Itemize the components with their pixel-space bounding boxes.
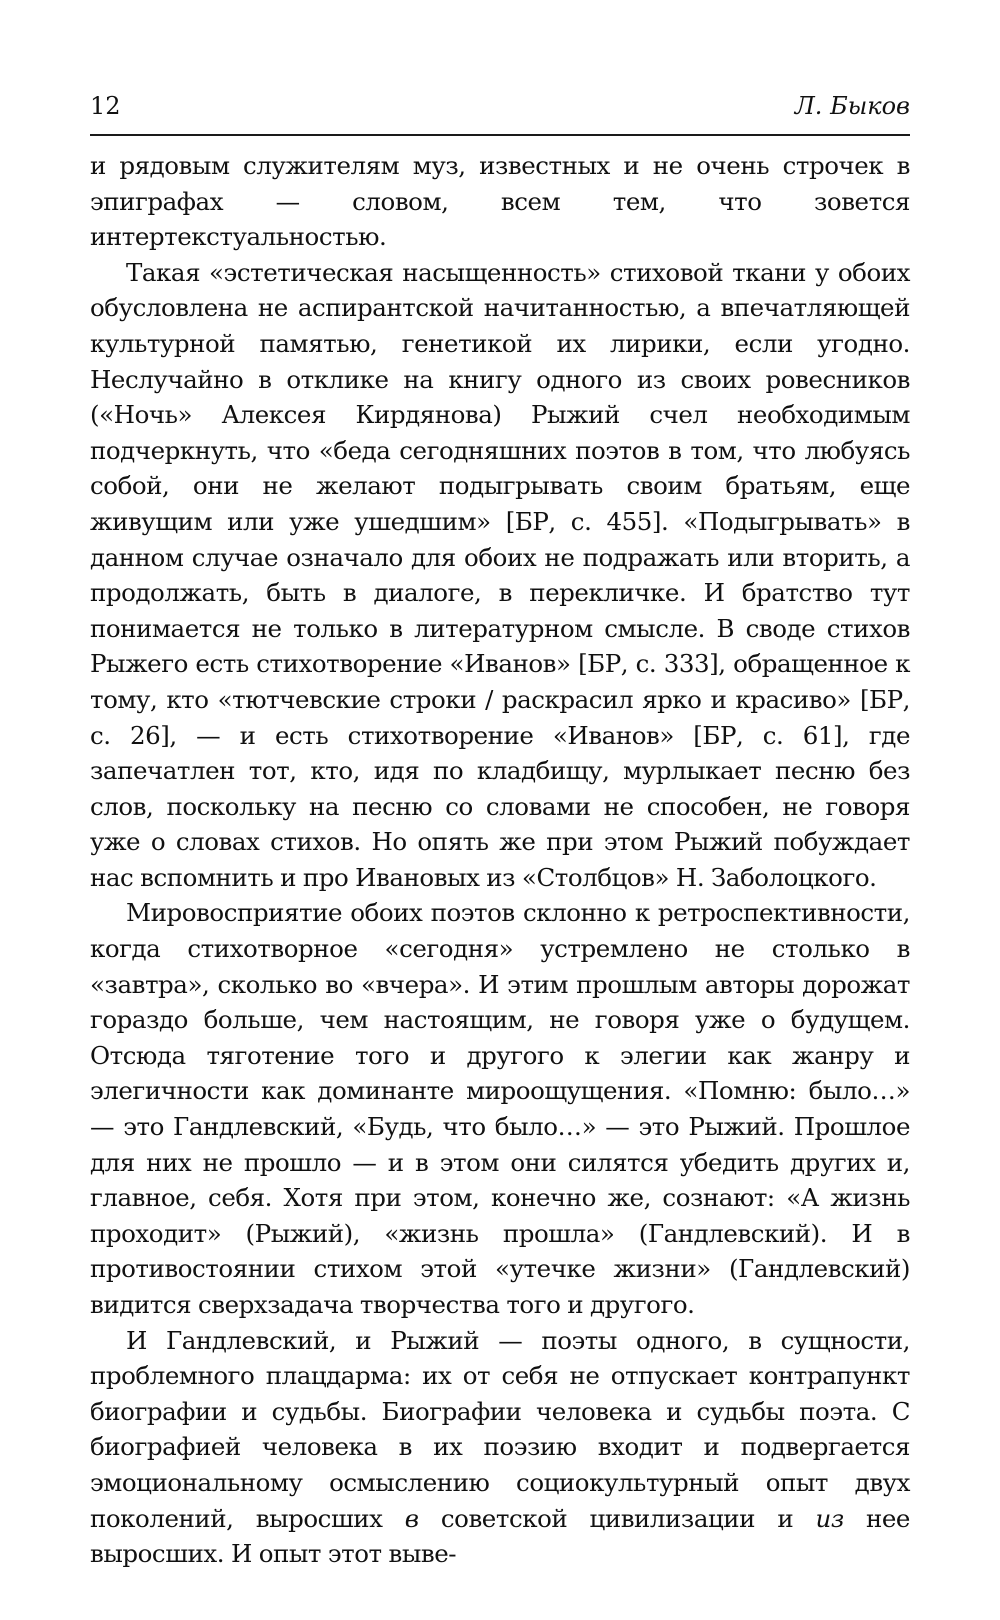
paragraph-4-part-2: советской цивилизации и [418, 1503, 816, 1533]
paragraph-2: Такая «эстетическая насыщенность» стиховой ткани у обоих обусловлена не аспирантской начитанностью, а впечатляющей культурной памятью, генетикой их лирики, если угодно. Неслучайно в отклике на книгу одного из своих ровесников («Ночь» Алексея Кирдянова) Рыжий счел необходимым подчеркнуть, что «беда сегодняшних поэтов в том, что любуясь собой, они не желают подыгрывать своим братьям, еще живущим или уже ушедшим» [БР, с. 455]. «Подыгрывать» в данном случае означало для обоих не подражать или вторить, а продолжать, быть в диалоге, в перекличке. И братство тут понимается не только в литературном смысле. В своде стихов Рыжего есть стихотворение «Иванов» [БР, с. 333], обращенное к тому, кто «тютчевские строки / раскрасил ярко и красиво» [БР, с. 26], — и есть стихотворение «Иванов» [БР, с. 61], где запечатлен тот, кто, идя по кладбищу, мурлыкает песню без слов, поскольку на песню со словами не способен, не говоря уже о словах стихов. Но опять же при этом Рыжий побуждает нас вспомнить и про Ивановых из «Столбцов» Н. Заболоцкого. [90, 257, 910, 892]
paragraph-1: и рядовым служителям муз, известных и не очень строчек в эпиграфах — словом, всем тем, что зовется интертекстуальностью. [90, 151, 910, 252]
book-page [90, 92, 910, 1572]
paragraph-3: Мировосприятие обоих поэтов склонно к ретроспективности, когда стихотворное «сегодня» устремлено не столько в «завтра», сколько во «вчера». И этим прошлым авторы дорожат гораздо больше, чем настоящим, не говоря уже о будущем. Отсюда тяготение того и другого к элегии как жанру и элегичности как доминанте мироощущения. «Помню: было…» — это Гандлевский, «Будь, что было…» — это Рыжий. Прошлое для них не прошло — и в этом они силятся убедить других и, главное, себя. Хотя при этом, конечно же, сознают: «А жизнь проходит» (Рыжий), «жизнь прошла» (Гандлевский). И в противостоянии стихом этой «утечке жизни» (Гандлевский) видится сверхзадача творчества того и другого. [90, 898, 910, 1319]
running-head-author: Л. Быков [794, 92, 910, 120]
page-header [90, 92, 910, 136]
paragraph-4-part-3: нее выросших. И опыт этот выве- [90, 1503, 910, 1569]
body-text [90, 148, 910, 1572]
italic-preposition-iz: из [815, 1503, 844, 1533]
paragraph-4 [90, 1323, 910, 1572]
paragraph-4-part-1: И Гандлевский, и Рыжий — поэты одного, в сущности, проблемного плацдарма: их от себя не отпускает контрапункт биографии и судьбы. Биографии человека и судьбы поэта. С биографией человека в их поэзию входит и подвергается эмоциональному осмыслению социокультурный опыт двух поколений, выросших [90, 1325, 910, 1533]
page-number: 12 [90, 92, 121, 120]
italic-preposition-v: в [404, 1503, 419, 1533]
